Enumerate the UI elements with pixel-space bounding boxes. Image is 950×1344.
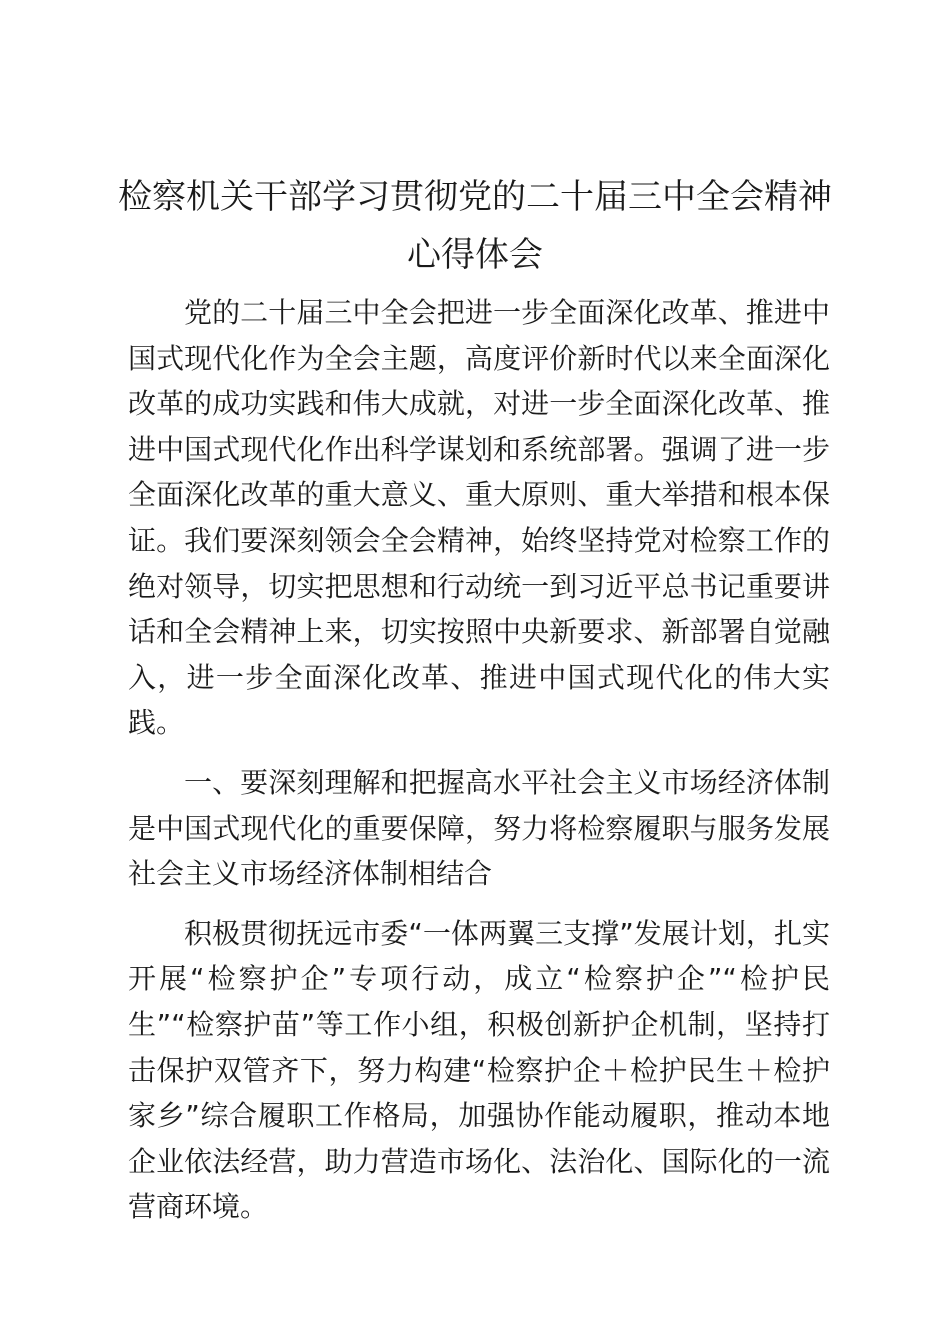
section-heading-1: 一、要深刻理解和把握高水平社会主义市场经济体制是中国式现代化的重要保障，努力将检察履职与服务发展社会主义市场经济体制相结合 — [128, 765, 830, 891]
paragraph-intro: 党的二十届三中全会把进一步全面深化改革、推进中国式现代化作为全会主题，高度评价新时代以来全面深化改革的成功实践和伟大成就，对进一步全面深化改革、推进中国式现代化作出科学谋划和系统部署。强调了进一步全面深化改革的重大意义、重大原则、重大举措和根本保证。我们要深刻领会全会精神，始终坚持党对检察工作的绝对领导，切实把思想和行动统一到习近平总书记重要讲话和全会精神上来，切实按照中央新要求、新部署自觉融入，进一步全面深化改革、推进中国式现代化的伟大实践。 — [128, 296, 830, 740]
paragraph-section-1: 积极贯彻抚远市委“一体两翼三支撑”发展计划，扎实开展“检察护企”专项行动，成立“检察护企”“检护民生”“检察护苗”等工作小组，积极创新护企机制，坚持打击保护双管齐下，努力构建“检察护企＋检护民生＋检护家乡”综合履职工作格局，加强协作能动履职，推动本地企业依法经营，助力营造市场化、法治化、国际化的一流营商环境。 — [128, 916, 830, 1224]
document-title: 检察机关干部学习贯彻党的二十届三中全会精神心得体会 — [118, 177, 832, 275]
document-body — [128, 290, 830, 1244]
